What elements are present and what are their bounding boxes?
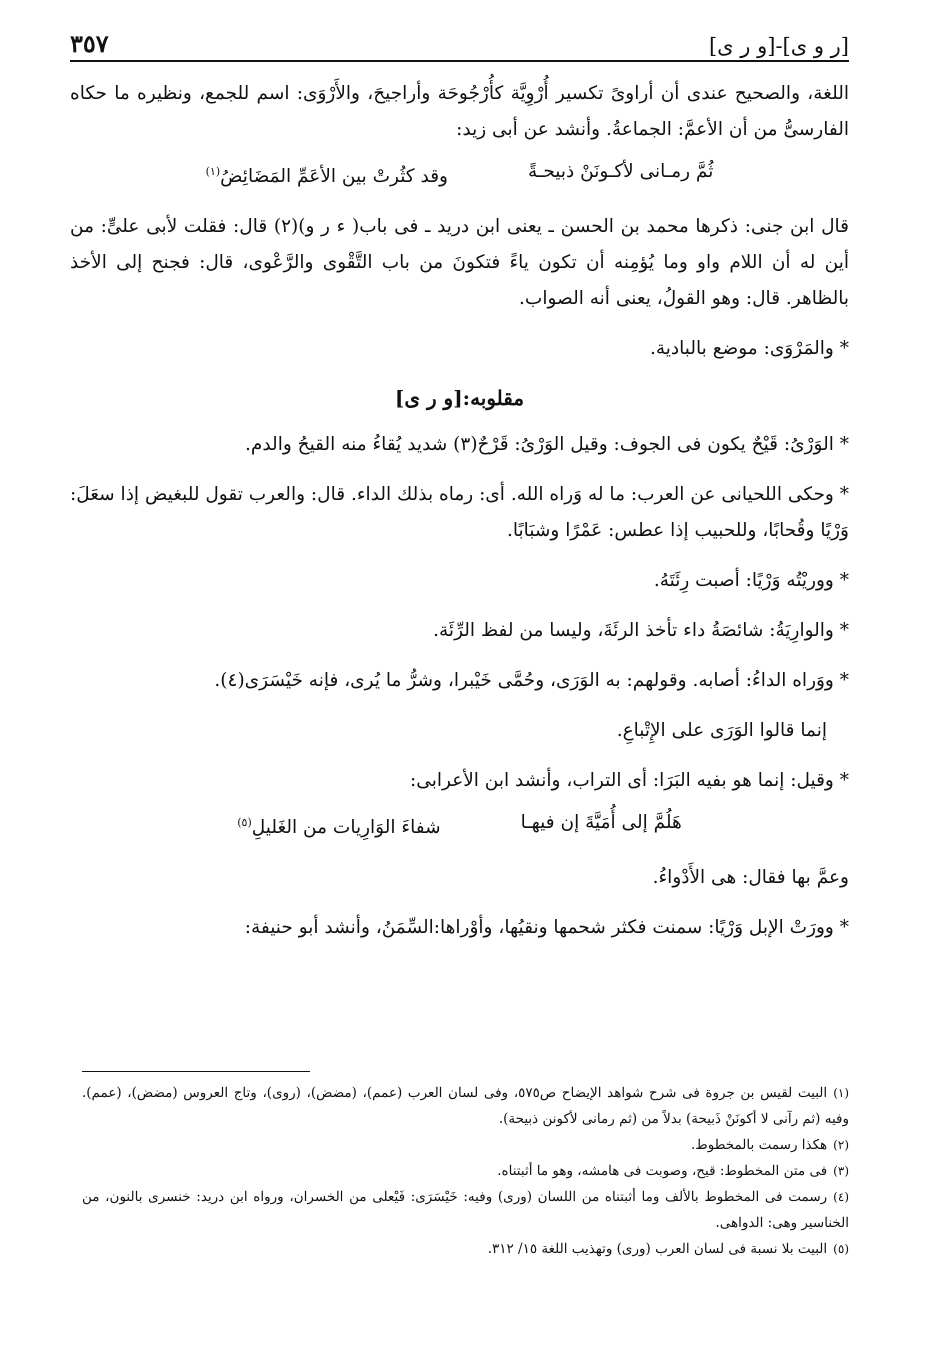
verse-hemistich-left-text: وقد كثُرتْ بين الأعَمِّ المَضَائِضُ xyxy=(220,166,448,188)
paragraph: قال ابن جنى: ذكرها محمد بن الحسن ـ يعنى ابن دريد ـ فى باب( ء ر و)(٢) قال: فقلت لأبى علىٍّ: من أين له أن اللام واو وما يُؤمِنه أن تكون ياءً فتكونَ من باب التَّقْوى والرَّعْوى، قال: فجنح إلى الأخذ بالظاهر. قال: وهو القولُ، يعنى أنه الصواب. xyxy=(70,216,849,310)
paragraph: اللغة، والصحيح عندى أن أراوىً تكسير أُرْوِيَّة كأُرْجُوحَة وأراجيحَ، والأَرْوَى: اسم للجمع، ونظيره ما حكاه الفارسىُّ من أن الأعمَّ: الجماعةُ. وأنشد عن أبى زيد: xyxy=(70,83,849,140)
footnote-mark: (٥) xyxy=(833,1242,849,1256)
verse-hemistich-right: ثُمَّ رمـانى لأكـونَنْ ذبيحـةً xyxy=(528,161,714,182)
footnote xyxy=(82,1236,849,1262)
verse-hemistich-left xyxy=(206,154,448,195)
paragraph: * الوَرْىُ: قَيْحٌ يكون فى الجوف: وقيل الوَرْىُ: قَرْحٌ(٣) شديد يُقاءُ منه القيحُ والدم. xyxy=(245,434,849,456)
footnote-text: البيت لقيس بن جروة فى شرح شواهد الإيضاح ص٥٧٥، وفى لسان العرب (عمم)، (مضض)، (روى)، وتاج العروس (مضض)، (عمم). وفيه (ثم رآنى لا أكونَنْ ذَبيحة) بدلاً من (ثم رمانى لأكونن ذبيحة). xyxy=(82,1085,849,1127)
footnote-ref: (٥) xyxy=(237,816,252,830)
running-header xyxy=(70,22,849,58)
footnote-text: هكذا رسمت بالمخطوط. xyxy=(690,1137,828,1153)
paragraph: * والمَرْوَى: موضع بالبادية. xyxy=(649,338,849,360)
paragraph: * وورَتْ الإبل وَرْيًا: سمنت فكثر شحمها ونقيُها، وأوْراها:السِّمَنُ، وأنشد أبو حنيفة: xyxy=(244,917,849,939)
footnote xyxy=(82,1158,849,1184)
paragraph: وعمَّ بها فقال: هى الأَدْواءُ. xyxy=(652,867,849,889)
section-title: [ر و ى]-[و ر ى] xyxy=(708,34,849,58)
verse-line xyxy=(70,154,849,195)
verse-hemistich-left-text: شفاءَ الوَارِيات من الغَليلِ xyxy=(251,817,441,839)
main-text xyxy=(70,76,849,960)
footnote-rule xyxy=(82,1071,310,1072)
footnote-ref: (١) xyxy=(205,165,221,178)
footnote-mark: (١) xyxy=(833,1086,850,1100)
footnote-text: فى متن المخطوط: قيح، وصوبت فى هامشه، وهو ما أثبتناه. xyxy=(497,1163,828,1179)
footnote xyxy=(82,1132,849,1158)
paragraph: * والوارِيَةُ: شائصَةُ داء تأخذ الرئَةَ، وليسا من لفظ الرِّئَة. xyxy=(433,620,849,642)
footnote-text: رسمت فى المخطوط بالألف وما أثبتناه من اللسان (ورى) وفيه: خَيْسَرَى: فَيْعلى من الخسران، ورواه ابن دريد: خنسرى بالنون، من الخناسير وهى: الدواهى. xyxy=(82,1189,849,1231)
verse-line xyxy=(70,805,849,846)
footnotes xyxy=(82,1080,849,1262)
verse-hemistich-left xyxy=(237,805,440,846)
header-rule xyxy=(70,60,849,62)
paragraph: * ووريْتُه وَرْيًا: أصبت رِئَتَهُ. xyxy=(653,570,849,592)
footnote-mark: (٤) xyxy=(833,1190,849,1204)
paragraph: * ووَراه الداءُ: أصابه. وقولهم: به الوَرَى، وحُمَّى خَيْبرا، وشرُّ ما يُرى، فإنه خَيْسَرَى(٤). xyxy=(214,670,849,692)
subheading: مقلوبه:[و ر ى] xyxy=(394,386,525,411)
footnote-mark: (٢) xyxy=(833,1138,849,1152)
footnote-text: البيت بلا نسبة فى لسان العرب (ورى) وتهذيب اللغة ١٥/ ٣١٢. xyxy=(487,1241,828,1257)
paragraph: إنما قالوا الوَرَى على الإِتْباعِ. xyxy=(616,720,827,742)
footnote xyxy=(82,1080,849,1132)
paragraph: * وحكى اللحيانى عن العرب: ما له وَراه الله. أى: رماه بذلك الداء. قال: والعرب تقول للبغيض إذا سعَلَ: وَرْيًا وقُحابًا، وللحبيب إذا عطس: عَمْرًا وشبَابًا. xyxy=(70,484,849,542)
paragraph: * وقيل: إنما هو بفيه البَرَا: أى التراب، وأنشد ابن الأعرابى: xyxy=(410,770,849,792)
footnote-mark: (٣) xyxy=(833,1164,849,1178)
footnote xyxy=(82,1184,849,1236)
verse-hemistich-right: هَلُمَّ إلى أُمَيَّةَ إن فيهـا xyxy=(520,812,682,834)
page-number: ٣٥٧ xyxy=(70,29,109,58)
